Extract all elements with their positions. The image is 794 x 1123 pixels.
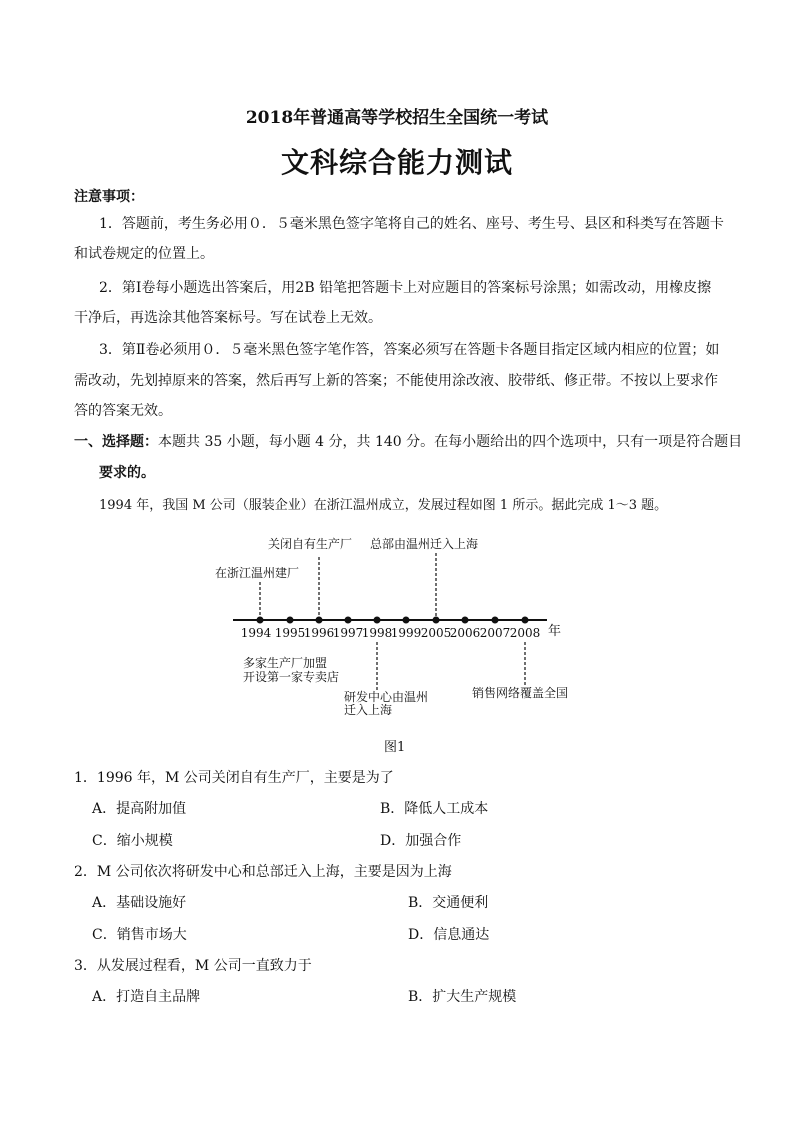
point-2006	[462, 617, 469, 624]
question-1-option-b: B．降低人工成本	[380, 801, 489, 817]
exam-subtitle: 文科综合能力测试	[280, 146, 513, 179]
event-1996-close-factory: 关闭自有生产厂	[268, 537, 353, 551]
timeline-year-labels	[241, 626, 541, 640]
notice-heading: 注意事项：	[74, 189, 144, 205]
year-label-1998: 1998	[361, 626, 393, 640]
event-2005-hq-move: 总部由温州迁入上海	[370, 537, 479, 551]
point-1996	[316, 617, 323, 624]
question-intro: 1994 年，我国 M 公司（服装企业）在浙江温州成立，发展过程如图 1 所示。据此完成 1～3 题。	[99, 498, 668, 513]
year-label-1994: 1994	[240, 626, 272, 640]
question-2-option-c: C．销售市场大	[92, 927, 187, 943]
question-2-option-a: A．基础设施好	[92, 895, 187, 911]
year-label-2005: 2005	[420, 626, 452, 640]
question-1-option-c: C．缩小规模	[92, 833, 173, 849]
year-label-2007: 2007	[479, 626, 511, 640]
year-label-1999: 1999	[390, 626, 422, 640]
notice-item-1-line-1: 1．答题前，考生务必用０．５毫米黑色签字笔将自己的姓名、座号、考生号、县区和科类写在答题卡	[99, 216, 724, 232]
question-2-option-b: B．交通便利	[408, 895, 489, 911]
event-1998-line-1: 研发中心由温州	[344, 690, 429, 704]
year-label-2006: 2006	[449, 626, 481, 640]
notice-item-1-line-2: 和试卷规定的位置上。	[74, 246, 214, 262]
exam-title: 2018年普通高等学校招生全国统一考试	[245, 108, 549, 128]
question-1-stem: 1．1996 年，M 公司关闭自有生产厂，主要是为了	[74, 770, 394, 786]
point-2005	[433, 617, 440, 624]
section-instruction-line-1	[74, 427, 742, 457]
question-1-option-d: D．加强合作	[380, 833, 462, 849]
point-1997	[345, 617, 352, 624]
notice-item-3-line-1: 3．第Ⅱ卷必须用０．５毫米黑色签字笔作答，答案必须写在答题卡各题目指定区域内相应的位置；如	[99, 342, 720, 358]
question-3-option-a: A．打造自主品牌	[92, 989, 201, 1005]
question-1-option-a: A．提高附加值	[92, 801, 187, 817]
point-2008	[522, 617, 529, 624]
year-label-2008: 2008	[509, 626, 541, 640]
section-prefix: 一、选择题：	[74, 434, 158, 450]
event-1995-line-1: 多家生产厂加盟	[243, 656, 328, 670]
timeline-unit-label: 年	[548, 624, 562, 639]
question-3-stem: 3．从发展过程看，M 公司一直致力于	[74, 958, 312, 974]
point-1998	[374, 617, 381, 624]
notice-item-3-line-2: 需改动，先划掉原来的答案，然后再写上新的答案；不能使用涂改液、胶带纸、修正带。不按以上要求作	[74, 373, 718, 389]
point-1999	[403, 617, 410, 624]
figure-caption: 图1	[384, 740, 406, 755]
notice-item-2-line-2: 干净后，再选涂其他答案标号。写在试卷上无效。	[74, 310, 382, 326]
point-2007	[492, 617, 499, 624]
event-1995-line-2: 开设第一家专卖店	[243, 670, 340, 684]
point-1994	[257, 617, 264, 624]
timeline-figure	[0, 520, 794, 730]
question-3-option-b: B．扩大生产规模	[408, 989, 517, 1005]
year-label-1997: 1997	[332, 626, 364, 640]
notice-item-2-line-1: 2．第Ⅰ卷每小题选出答案后，用2B 铅笔把答题卡上对应题目的答案标号涂黑；如需改动，用橡皮擦	[99, 280, 712, 296]
question-2-stem: 2．M 公司依次将研发中心和总部迁入上海，主要是因为上海	[74, 864, 452, 880]
section-rules: 本题共 35 小题，每小题 4 分，共 140 分。在每小题给出的四个选项中，只有一项是符合题目	[158, 434, 743, 450]
section-instruction-line-2: 要求的。	[99, 465, 155, 481]
question-2-option-d: D．信息通达	[408, 927, 490, 943]
year-label-1996: 1996	[303, 626, 335, 640]
event-1998-line-2: 迁入上海	[344, 703, 393, 717]
year-label-1995: 1995	[274, 626, 306, 640]
point-1995	[287, 617, 294, 624]
event-1994-build-factory: 在浙江温州建厂	[215, 566, 300, 580]
notice-item-3-line-3: 答的答案无效。	[74, 403, 172, 419]
event-2008-sales-network: 销售网络覆盖全国	[472, 686, 569, 700]
